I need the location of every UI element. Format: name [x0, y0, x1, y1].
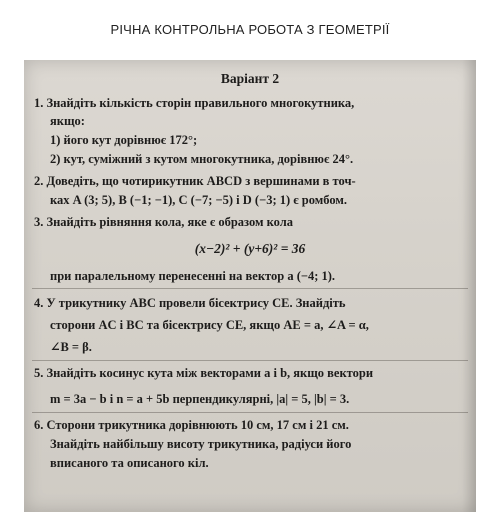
problem-1-line-4: 2) кут, суміжний з кутом многокутника, дорівнює 24°.: [50, 152, 354, 166]
worksheet-title: РІЧНА КОНТРОЛЬНА РОБОТА З ГЕОМЕТРІЇ: [110, 22, 390, 37]
problem-2-text-1: Доведіть, що чотирикутник ABCD з вершинами в точ-: [46, 174, 356, 188]
problem-5-line-1: [34, 364, 373, 382]
problem-5-text-1: Знайдіть косинус кута між векторами a і b, якщо вектори: [46, 366, 374, 380]
problem-4-line-1: [34, 294, 346, 312]
problem-6-line-1: [34, 416, 349, 434]
problem-3-line-3: при паралельному перенесенні на вектор a (−4; 1).: [50, 269, 336, 283]
section-divider-2: [32, 360, 468, 361]
circle-equation: (x−2)² + (y+6)² = 36: [194, 241, 306, 256]
problem-6-number: 6.: [34, 418, 44, 432]
problem-6-text-1: Сторони трикутника дорівнюють 10 см, 17 см і 21 см.: [46, 418, 349, 432]
section-divider: [32, 288, 468, 289]
problem-3-line-1: [34, 213, 293, 231]
problem-4-number: 4.: [34, 296, 44, 310]
problem-6-line-3: вписаного та описаного кіл.: [50, 456, 209, 470]
problem-2-line-1: [34, 172, 356, 190]
problem-2-number: 2.: [34, 174, 44, 188]
problem-1-line-2: якщо:: [50, 114, 85, 128]
problem-6-line-2: Знайдіть найбільшу висоту трикутника, радіуси його: [50, 437, 352, 451]
problem-4-line-2: сторони AC і BC та бісектрису CE, якщо AE = a, ∠A = α,: [50, 318, 369, 332]
problem-3-text-1: Знайдіть рівняння кола, яке є образом кола: [46, 215, 294, 229]
exam-sheet-photo: [24, 60, 476, 512]
problem-5-line-2: m = 3a − b і n = a + 5b перпендикулярні, |a| = 5, |b| = 3.: [50, 392, 350, 406]
problem-1-number: 1.: [34, 96, 44, 110]
variant-heading: Варіант 2: [220, 71, 280, 86]
problem-1-text-1: Знайдіть кількість сторін правильного многокутника,: [46, 96, 355, 110]
section-divider-3: [32, 412, 468, 413]
problem-1-line-1: [34, 94, 354, 112]
problem-1-line-3: 1) його кут дорівнює 172°;: [50, 133, 198, 147]
exam-content: [24, 60, 476, 512]
problem-5-number: 5.: [34, 366, 44, 380]
problem-2-line-2: ках A (3; 5), B (−1; −1), C (−7; −5) і D (−3; 1) є ромбом.: [50, 193, 348, 207]
problem-4-line-3: ∠B = β.: [50, 340, 92, 354]
page-shadow: [462, 60, 476, 512]
problem-4-text-1: У трикутнику ABC провели бісектрису CE. Знайдіть: [46, 296, 346, 310]
problem-3-number: 3.: [34, 215, 44, 229]
